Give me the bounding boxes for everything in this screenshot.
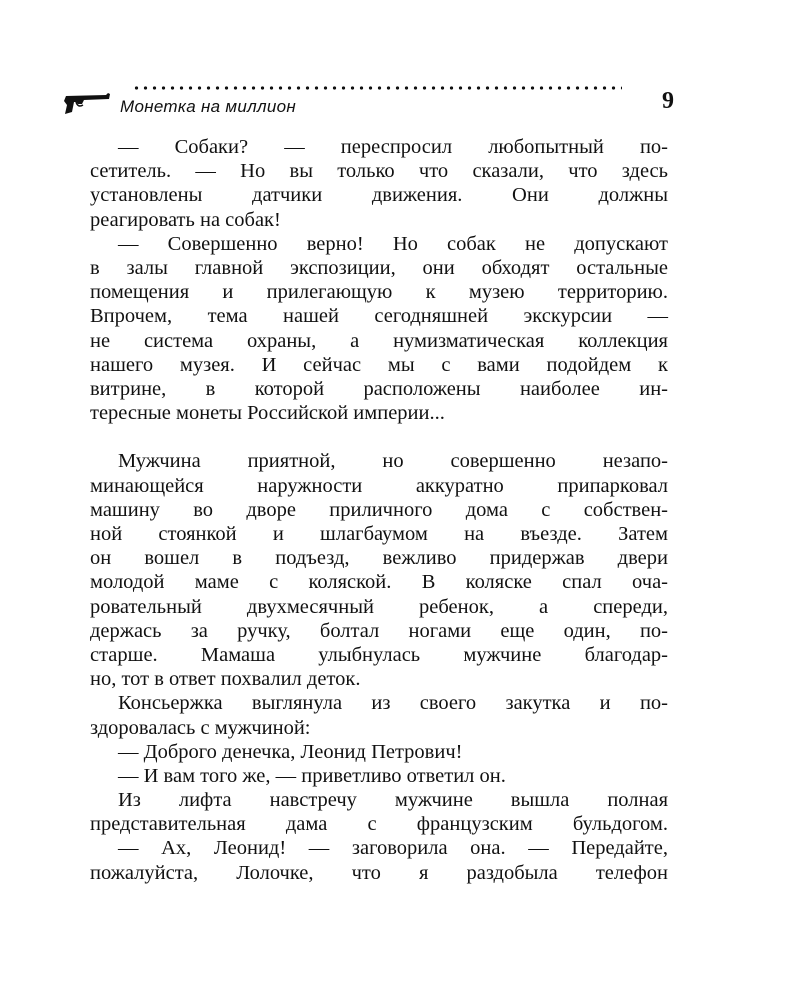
text-line: но, тот в ответ похвалил деток. [90,668,361,691]
text-line: здоровалась с мужчиной: [90,716,311,739]
text-line: в залы главной экспозиции, они обходят остальные [90,256,668,279]
text-line: представительная дама с французским бульдогом. [90,813,668,836]
revolver-icon [62,90,112,116]
text-line: тересные монеты Российской империи... [90,402,445,425]
text-line: — Совершенно верно! Но собак не допускают [118,232,668,255]
text-line: машину во дворе приличного дома с собствен- [90,498,668,521]
text-line: молодой маме с коляской. В коляске спал оча- [90,571,668,594]
running-title: Монетка на миллион [120,97,297,116]
text-line: реагировать на собак! [90,208,281,231]
text-line: Впрочем, тема нашей сегодняшней экскурсии — [90,305,668,328]
text-line: старше. Мамаша улыбнулась мужчине благодар- [90,643,668,666]
text-line: — И вам того же, — приветливо ответил он. [118,764,506,787]
text-line: установлены датчики движения. Они должны [90,184,668,207]
page-number: 9 [662,88,674,114]
text-line: пожалуйста, Лолочке, что я раздобыла телефон [90,861,668,884]
text-line: минающейся наружности аккуратно припарковал [90,474,668,497]
text-line: — Собаки? — переспросил любопытный по- [118,136,668,158]
section-break [90,425,668,449]
text-line: он вошел в подъезд, вежливо придержав двери [90,547,668,570]
page-header [62,84,674,120]
body-text [90,135,668,885]
text-line: держась за ручку, болтал ногами еще один, по- [90,619,668,642]
text-line: ровательный двухмесячный ребенок, а спереди, [90,595,668,618]
text-line: ной стоянкой и шлагбаумом на въезде. Затем [90,523,668,545]
text-line: Из лифта навстречу мужчине вышла полная [118,789,668,812]
text-line: витрине, в которой расположены наиболее ин- [90,377,668,400]
text-line: помещения и прилегающую к музею территорию. [90,281,668,304]
text-line: Мужчина приятной, но совершенно незапо- [118,450,668,473]
text-line: нашего музея. И сейчас мы с вами подойдем к [90,353,668,376]
header-dotted-rule [132,84,622,92]
text-line: — Ах, Леонид! — заговорила она. — Передайте, [118,837,668,860]
text-line: — Доброго денечка, Леонид Петрович! [118,740,463,763]
text-line: не система охраны, а нумизматическая коллекция [90,329,668,352]
text-line: сетитель. — Но вы только что сказали, что здесь [90,160,668,183]
text-line: Консьержка выглянула из своего закутка и по- [118,692,668,715]
